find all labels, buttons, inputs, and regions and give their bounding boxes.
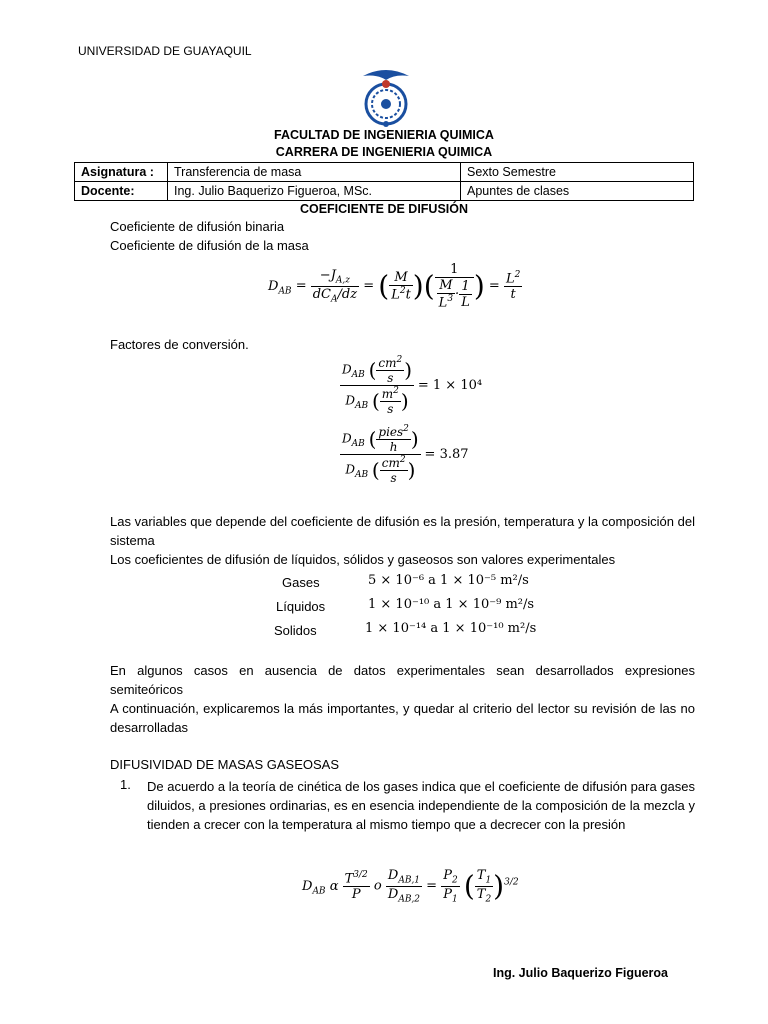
table-cell: Ing. Julio Baquerizo Figueroa, MSc. [168,182,461,201]
course-info-table [74,162,694,201]
paragraph-experimental: Los coeficientes de difusión de líquidos, sólidos y gaseosos son valores experimentales [110,552,616,567]
conversion-value: = 1 × 10⁴ [417,378,483,393]
intro-line: Coeficiente de difusión de la masa [110,238,309,253]
range-label: Solidos [274,623,317,638]
university-name: UNIVERSIDAD DE GUAYAQUIL [78,44,252,58]
career-name: CARRERA DE INGENIERIA QUIMICA [275,145,493,159]
table-cell: Docente: [75,182,168,201]
table-row [75,163,694,182]
conversion-equation-2: $D_{AB}$ ( $\frac{pies^2}{h}$ ) $D_{AB}$ ( $\frac{cm^2}{s}$ ) = 3.87 [342,424,469,485]
range-value: 5 × 10⁻⁶ a 1 × 10⁻⁵ m²/s [368,573,529,588]
table-cell: Sexto Semestre [461,163,694,182]
list-item-text: De acuerdo a la teoría de cinética de los gases indica que el coeficiente de difusión para gases diluidos, a presiones ordinarias, es en esencia independiente de la composición de la mezcla y tienden a crecer con la temperatura al mismo tiempo que a decrecer con la presión [147,779,695,832]
range-label: Gases [282,575,320,590]
conversion-value: = 3.87 [424,447,469,462]
conversion-equation-1: $D_{AB}$ ( $\frac{cm^2}{s}$ ) $D_{AB}$ ( $\frac{m^2}{s}$ ) = 1 × 10⁴ [342,355,483,416]
temperature-pressure-equation: $D_{AB}$ α $\frac{T^{3/2}}{P}$ o $\frac{D_{AB,1}}{D_{AB,2}}$ = $\frac{P_2}{P_1}$ ( $\frac{T_1}{T_2}$ )$^{3/2}$ [302,868,519,905]
intro-line: Coeficiente de difusión binaria [110,219,285,234]
paragraph-semi: En algunos casos en ausencia de datos experimentales sean desarrollados expresiones semiteóricos [110,663,695,697]
range-value: 1 × 10⁻¹⁴ a 1 × 10⁻¹⁰ m²/s [365,621,537,636]
table-cell: Apuntes de clases [461,182,694,201]
table-cell: Transferencia de masa [168,163,461,182]
list-number: 1. [120,777,131,792]
university-logo-icon [355,66,417,128]
diffusion-coefficient-equation: $D_{AB}$ = $\frac{-J_{A,z}}{dC_A/dz}$ = ( $\frac{M}{L^2t}$ )( 1 $\frac{M}{L^3}$ · $\frac{1}{L}$ ) = $\frac{L^2}{t}$ [268,262,521,311]
range-value: 1 × 10⁻¹⁰ a 1 × 10⁻⁹ m²/s [368,597,535,612]
section-title: COEFICIENTE DE DIFUSIÓN [299,202,469,216]
footer-author: Ing. Julio Baquerizo Figueroa [492,966,668,980]
table-row [75,182,694,201]
faculty-name: FACULTAD DE INGENIERIA QUIMICA [274,128,494,142]
conversion-title: Factores de conversión. [110,337,249,352]
range-label: Líquidos [276,599,326,614]
paragraph-variables: Las variables que depende del coeficiente de difusión es la presión, temperatura y la composición del sistema [110,514,695,548]
paragraph-continue: A continuación, explicaremos la más importantes, y quedar al criterio del lector su revisión de las no desarrolladas [110,701,695,735]
heading-gases: DIFUSIVIDAD DE MASAS GASEOSAS [110,757,339,772]
table-cell: Asignatura : [75,163,168,182]
